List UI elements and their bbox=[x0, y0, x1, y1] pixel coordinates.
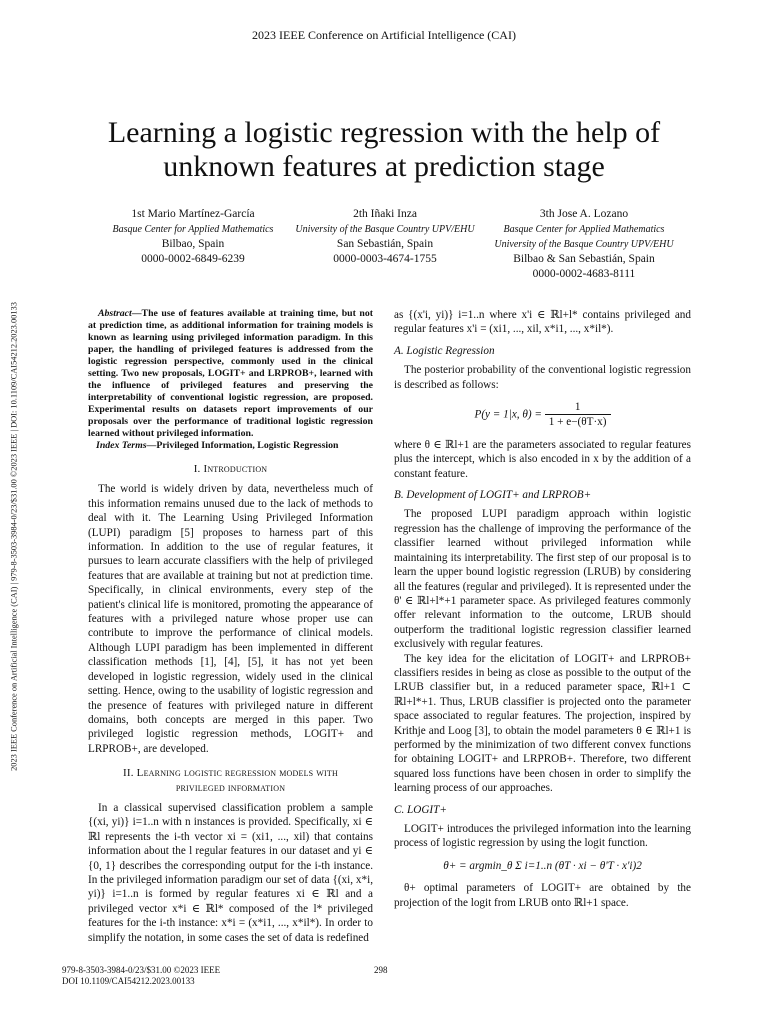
paper-title bbox=[60, 116, 708, 184]
author-affiliation-2: University of the Basque Country UPV/EHU bbox=[494, 239, 674, 250]
section-heading-introduction: I. Introduction bbox=[193, 463, 268, 475]
author-name: 1st Mario Martínez-García bbox=[131, 208, 255, 220]
author-affiliation: University of the Basque Country UPV/EHU bbox=[295, 224, 475, 235]
author-orcid: 0000-0002-4683-8111 bbox=[532, 268, 636, 280]
subsection-b-paragraph-1: The proposed LUPI paradigm approach within logistic regression has the challenge of improving the performance of the classifier learned without privileged information while maintaining its interpretability. The first step of our proposal is to learn the upper bound logistic regression (LRUB) by considering all the features (regular and privileged). It is represented under the θ' ∈ ℝl+l*+1 parameter space. As privileged features commonly offer relevant information to the outcome, LRUB should outperform the traditional logistic regression classifier learned exclusively with regular features. bbox=[394, 508, 691, 651]
author-2 bbox=[280, 207, 490, 267]
abstract-text: —The use of features available at training time, but not at prediction time, as additional information for training models is known as learning using privileged information paradigm. In this paper, the handling of privileged features is addressed from the logistic regression perspective, commonly used in the clinical setting. Two new proposals, LOGIT+ and LRPROB+, learned with the influence of privileged features and preserving the interpretability of conventional logistic regression, are proposed. Experimental results on datasets report improvements of our proposals over the performance of traditional logistic regression learned without privileged information. bbox=[88, 308, 373, 439]
equation-logistic bbox=[394, 400, 691, 430]
author-1 bbox=[88, 207, 298, 267]
footer bbox=[62, 965, 220, 987]
author-orcid: 0000-0003-4674-1755 bbox=[333, 253, 437, 265]
author-affiliation: Basque Center for Applied Mathematics bbox=[503, 224, 665, 235]
index-terms bbox=[88, 440, 373, 452]
abstract-label: Abstract bbox=[98, 308, 132, 319]
subsection-c-paragraph-1: LOGIT+ introduces the privileged information into the learning process of logistic regression by using the logit function. bbox=[394, 823, 691, 850]
subsection-a-paragraph-2: where θ ∈ ℝl+1 are the parameters associated to regular features plus the intercept, which is also encoded in x by the addition of a constant feature. bbox=[394, 438, 691, 480]
section-heading-2-line2: privileged information bbox=[175, 781, 286, 794]
subsection-a-paragraph-1: The posterior probability of the conventional logistic regression is described as follows: bbox=[394, 364, 691, 391]
subsection-heading-c: C. LOGIT+ bbox=[394, 803, 447, 816]
subsection-c-paragraph-2: θ+ optimal parameters of LOGIT+ are obtained by the projection of the logit from LRUB onto ℝl+1 space. bbox=[394, 882, 691, 909]
continued-paragraph: as {(x'i, yi)} i=1..n where x'i ∈ ℝl+l* contains privileged and regular features x'i = (xi1, ..., xil, x*i1, ..., x*il*). bbox=[394, 309, 691, 336]
footer-isbn: 979-8-3503-3984-0/23/$31.00 ©2023 IEEE bbox=[62, 965, 221, 975]
subsection-heading-b: B. Development of LOGIT+ and LRPROB+ bbox=[394, 489, 592, 502]
title-line-1: Learning a logistic regression with the help of bbox=[107, 116, 661, 149]
equation-denominator: 1 + e−(θT·x) bbox=[548, 416, 607, 429]
author-name: 2th Iñaki Inza bbox=[353, 208, 417, 220]
author-orcid: 0000-0002-6849-6239 bbox=[141, 253, 245, 265]
section-heading-2-line1: II. Learning logistic regression models with bbox=[123, 767, 338, 780]
author-affiliation: Basque Center for Applied Mathematics bbox=[112, 224, 274, 235]
author-location: Bilbao & San Sebastián, Spain bbox=[513, 253, 655, 265]
index-terms-label: Index Terms bbox=[96, 440, 147, 451]
left-column bbox=[88, 308, 373, 945]
section-heading-2 bbox=[88, 766, 373, 795]
equation-fraction bbox=[545, 400, 611, 430]
sidebar-citation: 2023 IEEE Conference on Artificial Intelligence (CAI) | 979-8-3503-3984-0/23/$31.00 ©2023 IEEE | DOI: 10.1109/CAI54212.2023.00133 bbox=[9, 302, 19, 771]
author-location: San Sebastián, Spain bbox=[336, 238, 434, 250]
right-column bbox=[394, 308, 691, 910]
page-number: 298 bbox=[374, 965, 388, 975]
author-name: 3th Jose A. Lozano bbox=[539, 208, 629, 220]
footer-doi: DOI 10.1109/CAI54212.2023.00133 bbox=[62, 976, 195, 986]
subsection-b-paragraph-2: The key idea for the elicitation of LOGIT+ and LRPROB+ classifiers resides in being as close as possible to the output of the LRUB classifier but, in a reduced parameter space, ℝl+1 ⊂ ℝl+l*+1. Thus, LRUB classifier is projected onto the parameter space associated to regular features. The projection, inspired by Krithje and Loog [3], to obtain the model parameters θ ∈ ℝl+1 is performed by the minimization of two different convex functions for obtaining LOGIT+ and LRPROB+. Therefore, two different squared loss functions have been chosen in order to simplify the learning process of our approaches. bbox=[394, 652, 691, 795]
intro-paragraph: The world is widely driven by data, nevertheless much of this information remains unused due to the lack of methods to deal with it. The Learning Using Privileged Information (LUPI) paradigm [5] proposes to harness part of this information. In addition to the use of regular features, it pursues to learn accurate classifiers with the help of privileged features that are available at training but not at prediction time. Specifically, in clinical environments, every step of the patient's clinical life is monitored, promoting the appearance of features with a privileged nature whose proper use can contribute to improve the performance of clinical models. Although LUPI paradigm has been implemented in different classification methods [1], [4], [5], it has not yet been developed in logistic regression, widely used in the clinical setting. Hence, owing to the usability of logistic regression and the presence of features with privileged nature in different domains, both concepts are merged in this paper. Two privileged logistic regression methods, LOGIT+ and LRPROB+, are developed. bbox=[88, 483, 373, 755]
author-location: Bilbao, Spain bbox=[161, 238, 225, 250]
equation-lhs: P(y = 1|x, θ) = bbox=[474, 408, 542, 421]
equation-logit-plus: θ+ = argmin_θ Σ i=1..n (θT · xi − θ'T · x'i)2 bbox=[443, 859, 642, 872]
section2-paragraph: In a classical supervised classification problem a sample {(xi, yi)} i=1..n with n instances is provided. Specifically, xi ∈ ℝl represents the i-th vector xi = (xi1, ..., xil) that contains information about the l regular features in our dataset and yi ∈ {0, 1} describes the corresponding output for the i-th instance. In the privileged information paradigm our set of data {(xi, x*i, yi)} i=1..n is formed by regular features xi ∈ ℝl and a privileged vector x*i ∈ ℝl* composed of the l* privileged features for the i-th instance: x*i = (x*i1, ..., x*il*). In order to simplify the notation, in some cases the set of data is redefined bbox=[88, 801, 373, 944]
abstract bbox=[88, 308, 373, 440]
subsection-heading-a: A. Logistic Regression bbox=[394, 344, 495, 357]
conference-header: 2023 IEEE Conference on Artificial Intelligence (CAI) bbox=[252, 28, 516, 42]
title-line-2: unknown features at prediction stage bbox=[163, 150, 605, 183]
equation-numerator: 1 bbox=[545, 400, 611, 415]
author-3 bbox=[474, 207, 694, 282]
index-terms-text: —Privileged Information, Logistic Regression bbox=[146, 440, 339, 451]
